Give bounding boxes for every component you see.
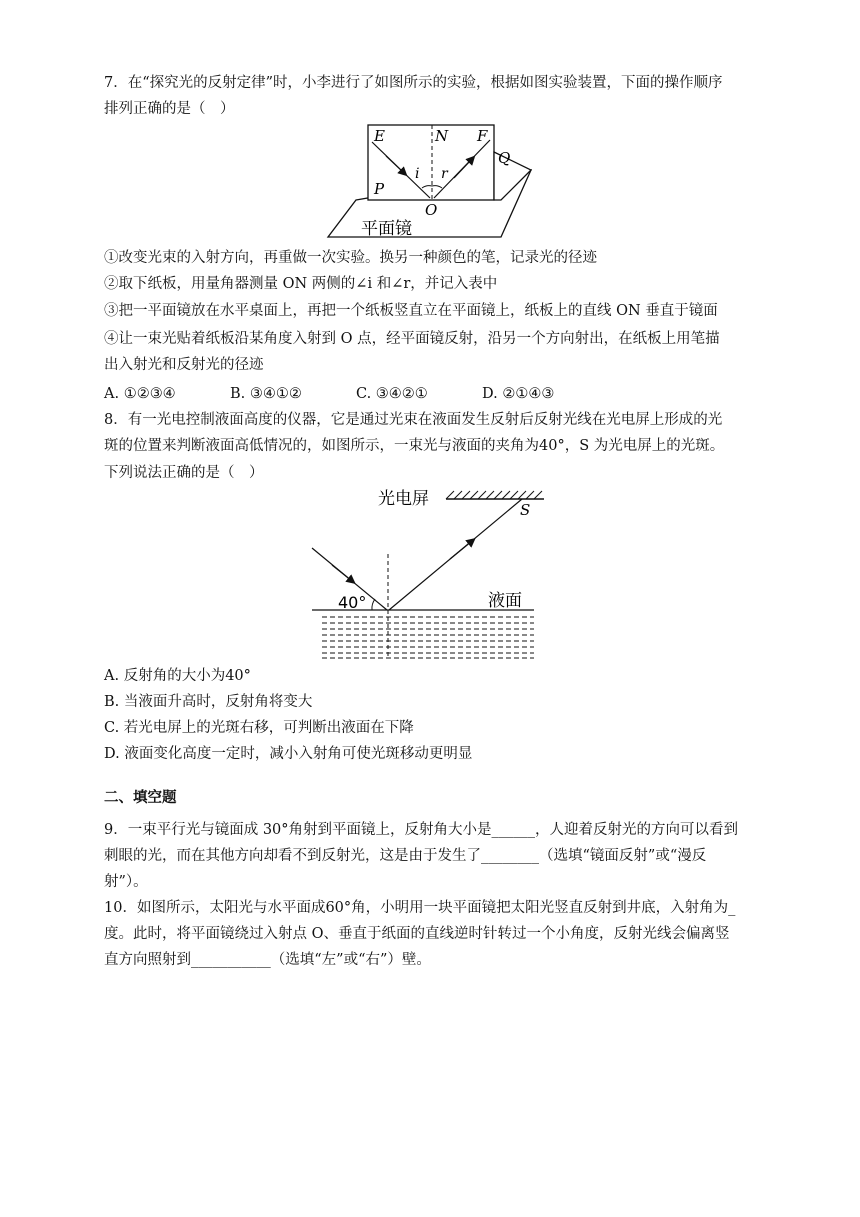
q10-line-2: 度。此时，将平面镜绕过入射点 O、垂直于纸面的直线逆时针转过一个小角度，反射光线会偏离竖: [104, 926, 730, 942]
label-s: S: [520, 501, 531, 519]
q7-option-a[interactable]: A. ①②③④: [104, 386, 176, 402]
q8-option-a[interactable]: A. 反射角的大小为40°: [104, 668, 251, 684]
label-r: r: [441, 166, 448, 182]
label-screen: 光电屏: [378, 489, 429, 509]
q7-option-d[interactable]: D. ②①④③: [482, 386, 555, 402]
q8-option-c[interactable]: C. 若光电屏上的光斑右移，可判断出液面在下降: [104, 720, 414, 736]
q10-line-1: 10．如图所示，太阳光与水平面成60°角，小明用一块平面镜把太阳光竖直反射到井底，入射角为_: [104, 900, 736, 916]
q7-stem-line-1: 7．在“探究光的反射定律”时，小李进行了如图所示的实验，根据如图实验装置，下面的操作顺序: [104, 75, 723, 91]
label-o: O: [425, 201, 438, 219]
q7-step-4-line-1: ④让一束光贴着纸板沿某角度入射到 O 点，经平面镜反射，沿另一个方向射出，在纸板上用笔描: [104, 331, 720, 347]
q9-line-2: 刺眼的光，而在其他方向却看不到反射光，这是由于发生了________（选填“镜面反射”或“漫反: [104, 848, 707, 864]
q7-step-2: ②取下纸板，用量角器测量 ON 两侧的∠i 和∠r，并记入表中: [104, 276, 498, 292]
label-mirror: 平面镜: [361, 219, 412, 239]
q8-option-d[interactable]: D. 液面变化高度一定时，减小入射角可使光斑移动更明显: [104, 746, 473, 762]
q8-liquid-level-figure: [310, 484, 550, 662]
q9-line-1: 9．一束平行光与镜面成 30°角射到平面镜上，反射角大小是______，人迎着反射光的方向可以看到: [104, 822, 739, 838]
paper-board: [368, 125, 494, 200]
liquid-body: [322, 617, 534, 658]
q7-stem-line-2: 排列正确的是（ ）: [104, 101, 235, 117]
q7-step-4-line-2: 出入射光和反射光的径迹: [104, 357, 264, 373]
q8-option-b[interactable]: B. 当液面升高时，反射角将变大: [104, 694, 313, 710]
screen-hatching: [446, 491, 542, 499]
label-e: E: [374, 127, 385, 145]
q8-stem-line-2: 斑的位置来判断液面高低情况的，如图所示，一束光与液面的夹角为40°，S 为光电屏上的光斑。: [104, 438, 725, 454]
label-q: Q: [498, 149, 511, 167]
label-liquid: 液面: [488, 591, 522, 611]
label-i: i: [415, 166, 420, 182]
q7-step-3: ③把一平面镜放在水平桌面上，再把一个纸板竖直立在平面镜上，纸板上的直线 ON 垂直于镜面: [104, 303, 718, 319]
label-n: N: [435, 127, 449, 145]
q7-option-b[interactable]: B. ③④①②: [230, 386, 302, 402]
label-p: P: [374, 180, 385, 198]
q7-options: [104, 384, 624, 404]
label-f: F: [477, 127, 488, 145]
q8-stem-line-1: 8．有一光电控制液面高度的仪器，它是通过光束在液面发生反射后反射光线在光电屏上形成的光: [104, 412, 723, 428]
q8-stem-line-3: 下列说法正确的是（ ）: [104, 465, 264, 481]
q10-line-3: 直方向照射到___________（选填“左”或“右”）壁。: [104, 952, 431, 968]
q9-line-3: 射”）。: [104, 874, 148, 890]
section-title: 二、填空题: [104, 789, 177, 806]
q7-reflection-apparatus-figure: [326, 122, 536, 244]
label-angle: 40°: [338, 593, 367, 612]
q7-option-c[interactable]: C. ③④②①: [356, 386, 428, 402]
q7-step-1: ①改变光束的入射方向，再重做一次实验。换另一种颜色的笔，记录光的径迹: [104, 250, 597, 266]
